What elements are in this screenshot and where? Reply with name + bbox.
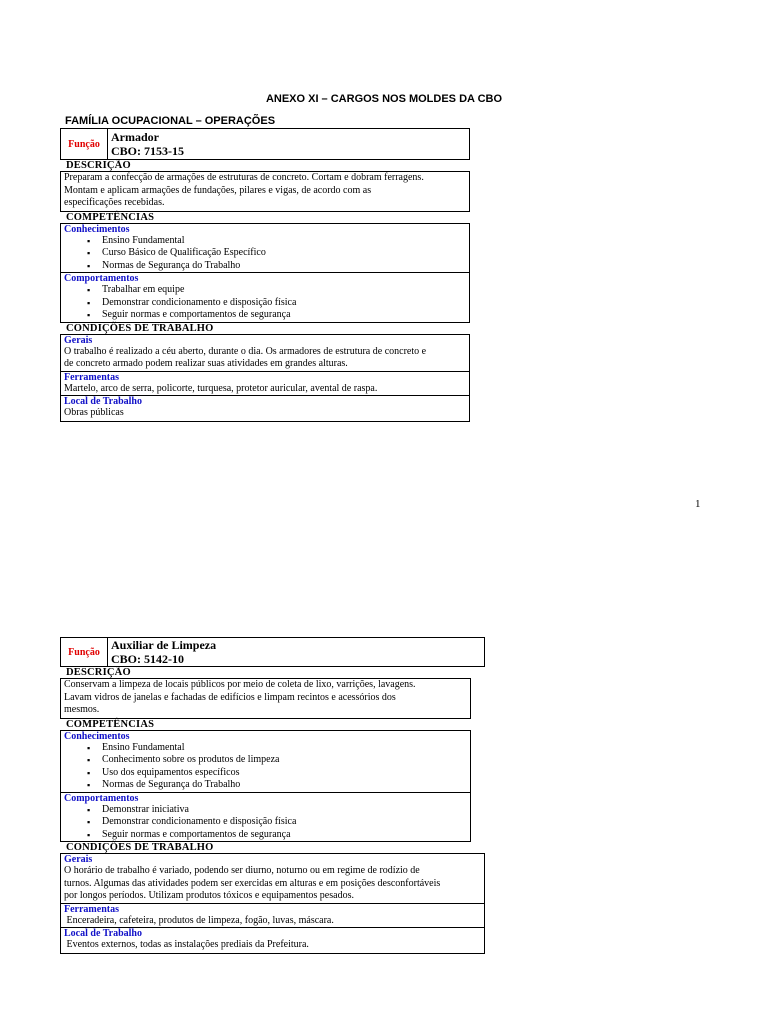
descricao-line: especificações recebidas. bbox=[64, 197, 165, 208]
gerais-line: O horário de trabalho é variado, podendo ser diurno, noturno ou em regime de rodízio de bbox=[64, 865, 420, 876]
descricao-line: Montam e aplicam armações de fundações, pilares e vigas, de acordo com as bbox=[64, 184, 372, 196]
comportamentos-list bbox=[64, 804, 467, 842]
local-heading: Local de Trabalho bbox=[64, 396, 142, 407]
gerais-line: O trabalho é realizado a céu aberto, durante o dia. Os armadores de estrutura de concreto e bbox=[64, 345, 427, 357]
local-text: Obras públicas bbox=[64, 407, 124, 418]
ferramentas-heading: Ferramentas bbox=[64, 903, 119, 915]
competencias-box bbox=[60, 223, 470, 323]
funcao-table bbox=[60, 128, 470, 160]
conhecimentos-list bbox=[64, 742, 467, 792]
conhecimentos-list bbox=[64, 235, 466, 273]
conhecimentos-heading: Conhecimentos bbox=[64, 223, 130, 235]
condicoes-box bbox=[60, 334, 470, 422]
comportamentos-heading: Comportamentos bbox=[64, 792, 139, 804]
job-title: Auxiliar de Limpeza bbox=[111, 638, 217, 652]
competencias-box bbox=[60, 730, 471, 843]
ferramentas-text: Martelo, arco de serra, policorte, turquesa, protetor auricular, avental de raspa. bbox=[64, 382, 378, 394]
gerais-line: turnos. Algumas das atividades podem ser exercidas em alturas e em posições desconfortáveis bbox=[64, 877, 441, 889]
list-item: ▪ Seguir normas e comportamentos de segurança bbox=[102, 829, 467, 842]
list-item: ▪ Demonstrar condicionamento e disposição física bbox=[102, 816, 467, 829]
list-item: ▪ Normas de Segurança do Trabalho bbox=[102, 779, 467, 792]
job-block-armador bbox=[60, 128, 470, 422]
condicoes-heading: CONDIÇÕES DE TRABALHO bbox=[66, 322, 214, 334]
list-item: ▪ Normas de Segurança do Trabalho bbox=[102, 260, 466, 273]
descricao-line: Lavam vidros de janelas e fachadas de edifícios e limpam recintos e acessórios dos bbox=[64, 691, 396, 703]
list-item: ▪ Demonstrar condicionamento e disposição física bbox=[102, 297, 466, 310]
familia-heading: FAMÍLIA OCUPACIONAL – OPERAÇÕES bbox=[65, 115, 276, 127]
list-item: ▪ Conhecimento sobre os produtos de limpeza bbox=[102, 754, 467, 767]
list-item: ▪ Curso Básico de Qualificação Específico bbox=[102, 247, 466, 260]
local-section bbox=[61, 927, 484, 953]
competencias-heading: COMPETÊNCIAS bbox=[66, 211, 155, 223]
descricao-line: Conservam a limpeza de locais públicos por meio de coleta de lixo, varrições, lavagens. bbox=[64, 679, 416, 690]
gerais-heading: Gerais bbox=[64, 334, 93, 346]
conhecimentos-heading: Conhecimentos bbox=[64, 730, 130, 742]
job-cbo: CBO: 5142-10 bbox=[111, 652, 184, 666]
job-cbo: CBO: 7153-15 bbox=[111, 144, 184, 158]
local-text: Eventos externos, todas as instalações prediais da Prefeitura. bbox=[64, 939, 309, 950]
funcao-table bbox=[60, 637, 485, 667]
descricao-line: mesmos. bbox=[64, 704, 100, 715]
ferramentas-text: Enceradeira, cafeteira, produtos de limpeza, fogão, luvas, máscara. bbox=[64, 914, 334, 926]
local-heading: Local de Trabalho bbox=[64, 928, 142, 939]
descricao-line: Preparam a confecção de armações de estruturas de concreto. Cortam e dobram ferragens. bbox=[64, 172, 424, 183]
comportamentos-section bbox=[61, 792, 470, 842]
list-item: ▪ Ensino Fundamental bbox=[102, 742, 467, 755]
condicoes-heading: CONDIÇÕES DE TRABALHO bbox=[66, 842, 214, 853]
job-title: Armador bbox=[111, 130, 159, 144]
ferramentas-heading: Ferramentas bbox=[64, 371, 119, 383]
gerais-line: de concreto armado podem realizar suas atividades em grandes alturas. bbox=[64, 358, 348, 369]
condicoes-box bbox=[60, 853, 485, 954]
list-item: ▪ Ensino Fundamental bbox=[102, 235, 466, 248]
funcao-label: Função bbox=[61, 638, 108, 667]
comportamentos-section bbox=[61, 272, 469, 322]
list-item: ▪ Uso dos equipamentos específicos bbox=[102, 767, 467, 780]
descricao-box bbox=[60, 678, 471, 719]
list-item: ▪ Trabalhar em equipe bbox=[102, 284, 466, 297]
document-title: ANEXO XI – CARGOS NOS MOLDES DA CBO bbox=[265, 93, 503, 105]
list-item: ▪ Seguir normas e comportamentos de segurança bbox=[102, 309, 466, 322]
funcao-label: Função bbox=[61, 129, 108, 160]
list-item: ▪ Demonstrar iniciativa bbox=[102, 804, 467, 817]
descricao-heading: DESCRIÇÃO bbox=[66, 160, 131, 171]
ferramentas-section bbox=[61, 903, 484, 928]
job-block-auxiliar-limpeza bbox=[60, 637, 485, 954]
comportamentos-heading: Comportamentos bbox=[64, 273, 139, 284]
local-section bbox=[61, 395, 469, 421]
gerais-heading: Gerais bbox=[64, 854, 93, 865]
comportamentos-list bbox=[64, 284, 466, 322]
page-number: 1 bbox=[695, 498, 701, 510]
descricao-heading: DESCRIÇÃO bbox=[66, 667, 131, 678]
gerais-line: por longos períodos. Utilizam produtos tóxicos e equipamentos pesados. bbox=[64, 890, 354, 901]
competencias-heading: COMPETÊNCIAS bbox=[66, 718, 155, 730]
ferramentas-section bbox=[61, 371, 469, 396]
descricao-box bbox=[60, 171, 470, 212]
